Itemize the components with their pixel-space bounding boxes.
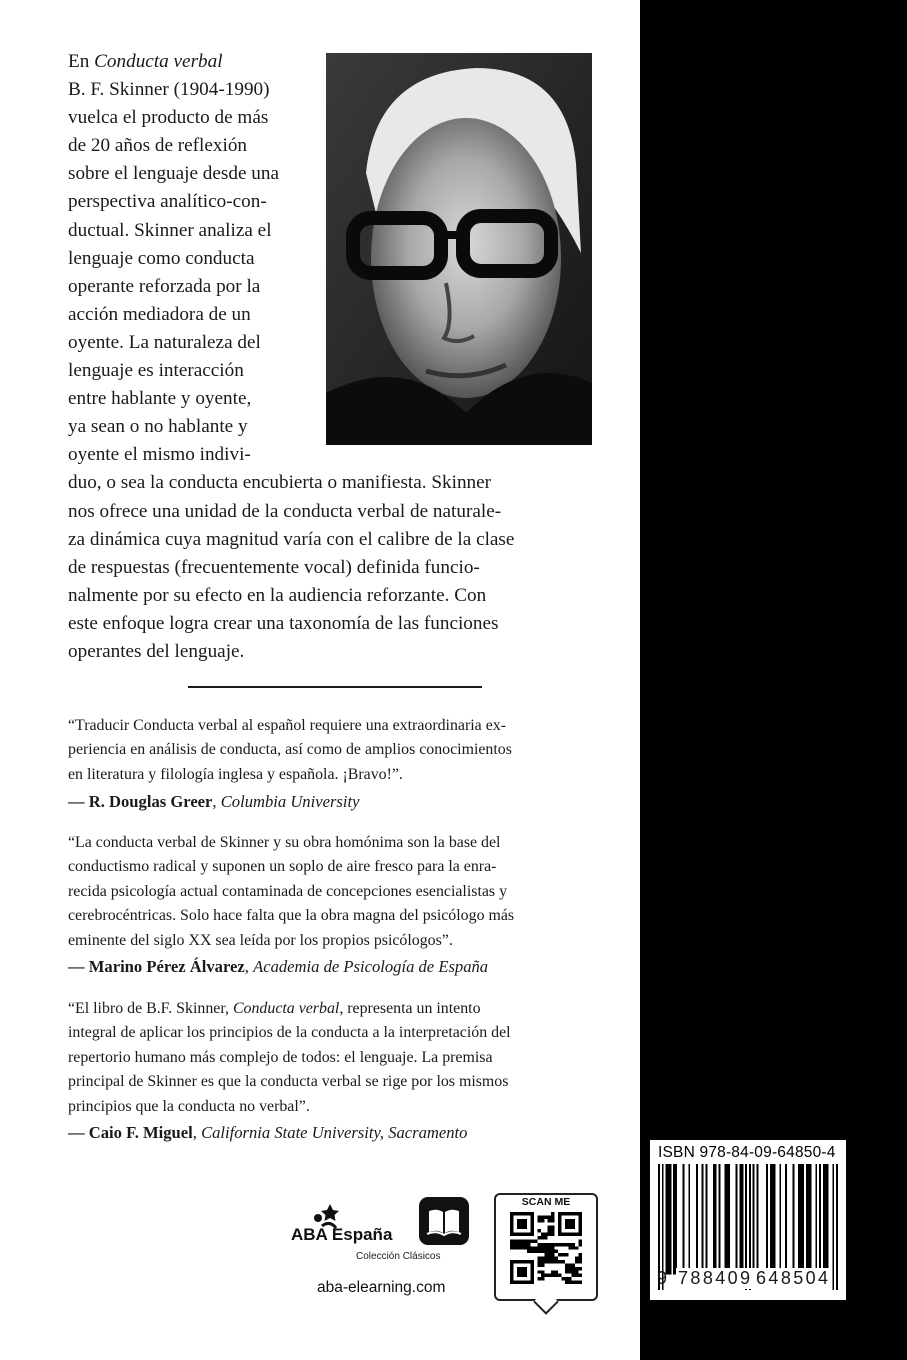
website-url[interactable]: aba-elearning.com xyxy=(317,1279,446,1296)
barcode-bar xyxy=(802,1164,804,1275)
qr-label: SCAN ME xyxy=(521,1196,571,1208)
testimonial-affiliation: California State University, Sacramento xyxy=(201,1123,468,1142)
text-line: lenguaje como conducta xyxy=(68,247,255,269)
barcode-bar xyxy=(739,1164,741,1275)
text-line: entre hablante y oyente, xyxy=(68,388,252,410)
text-line: “La conducta verbal de Skinner y su obra homónima son la base del xyxy=(68,834,501,851)
testimonial-quote xyxy=(68,714,588,787)
barcode-bar xyxy=(724,1164,726,1275)
text-line: principal de Skinner es que la conducta verbal se rige por los mismos xyxy=(68,1073,509,1091)
text-line: oyente el mismo indivi- xyxy=(68,444,251,466)
testimonial-attribution: — Caio F. Miguel, California State University, Sacramento xyxy=(68,1123,468,1142)
text-line: de 20 años de reflexión xyxy=(68,135,248,157)
text-line: lenguaje es interacción xyxy=(68,360,244,382)
text-line: “Traducir Conducta verbal al español requiere una extraordinaria ex- xyxy=(68,717,506,734)
section-divider xyxy=(188,686,482,688)
testimonial-author: — R. Douglas Greer xyxy=(68,792,213,811)
text-line: operantes del lenguaje. xyxy=(68,640,245,662)
barcode-bar xyxy=(770,1164,772,1275)
qr-notch xyxy=(533,1289,558,1314)
barcode-bar xyxy=(666,1164,668,1275)
barcode-panel xyxy=(650,1140,846,1300)
barcode-bar xyxy=(819,1164,821,1275)
ean-first-digit: 9 xyxy=(657,1268,668,1288)
text-line: en literatura y filología inglesa y española. ¡Bravo!”. xyxy=(68,765,403,783)
barcode-bar xyxy=(667,1164,669,1275)
text-line: cerebrocéntricas. Solo hace falta que la obra magna del psicólogo más xyxy=(68,907,515,925)
barcode-bar xyxy=(798,1164,800,1275)
barcode-bar xyxy=(719,1164,721,1275)
text-line: vuelca el producto de más xyxy=(68,107,269,129)
text-line: este enfoque logra crear una taxonomía de las funciones xyxy=(68,612,499,634)
ean-left-digits: 788409 xyxy=(678,1268,753,1288)
text-line: operante reforzada por la xyxy=(68,275,261,297)
barcode-bar xyxy=(736,1164,738,1275)
qr-frame[interactable] xyxy=(494,1193,598,1301)
barcode-bar xyxy=(675,1164,677,1275)
testimonial-affiliation: Columbia University xyxy=(220,792,360,811)
testimonial-attribution: — Marino Pérez Álvarez, Academia de Psicología de España xyxy=(68,957,489,976)
barcode-bar xyxy=(806,1164,808,1275)
barcode-bar xyxy=(823,1164,825,1275)
barcode-bar xyxy=(825,1164,827,1275)
barcode-bar xyxy=(688,1164,690,1275)
text-line: principios que la conducta no verbal”. xyxy=(68,1097,310,1115)
text-line: “El libro de B.F. Skinner, Conducta verbal, representa un intento xyxy=(68,1000,481,1017)
qr-code[interactable] xyxy=(510,1212,582,1284)
text-line: ya sean o no hablante y xyxy=(68,416,248,438)
barcode-bar xyxy=(702,1164,704,1275)
text-line: nalmente por su efecto en la audiencia reforzante. Con xyxy=(68,584,487,606)
text-line: nos ofrece una unidad de la conducta verbal de naturale- xyxy=(68,500,502,522)
text-line: duo, o sea la conducta encubierta o manifiesta. Skinner xyxy=(68,472,492,494)
logo-name: ABA España xyxy=(291,1225,393,1244)
barcode-bar xyxy=(827,1164,829,1275)
text-line: En Conducta verbal xyxy=(68,51,223,72)
barcode-bar xyxy=(705,1164,707,1275)
barcode-bar xyxy=(683,1164,685,1275)
testimonial-author: — Marino Pérez Álvarez xyxy=(68,957,245,976)
ean-right-digits: 648504 xyxy=(756,1268,831,1288)
barcode-bar xyxy=(785,1164,787,1275)
barcode-bar xyxy=(669,1164,671,1275)
barcode-bar xyxy=(793,1164,795,1275)
testimonial-quote xyxy=(68,831,588,953)
isbn-text: ISBN 978-84-09-64850-4 xyxy=(658,1144,836,1161)
testimonial-attribution: — R. Douglas Greer, Columbia University xyxy=(68,792,360,811)
barcode-bar xyxy=(741,1164,743,1275)
barcode-bar xyxy=(713,1164,715,1275)
text-line: integral de aplicar los principios de la conducta a la interpretación del xyxy=(68,1024,511,1042)
barcode-bar xyxy=(800,1164,802,1275)
text-line: conductismo radical y suponen un soplo de aire fresco para la enra- xyxy=(68,858,497,876)
text-line: B. F. Skinner (1904-1990) xyxy=(68,79,270,101)
barcode-bar xyxy=(757,1164,759,1275)
text-line: periencia en análisis de conducta, así como de amplios conocimientos xyxy=(68,741,512,759)
text-line: oyente. La naturaleza del xyxy=(68,331,261,353)
text-line: acción mediadora de un xyxy=(68,303,251,325)
barcode-bar xyxy=(772,1164,774,1275)
barcode-bar xyxy=(832,1164,834,1290)
text-line: sobre el lenguaje desde una xyxy=(68,163,279,185)
barcode-bar xyxy=(726,1164,728,1275)
barcode-bar xyxy=(836,1164,838,1290)
open-book-icon xyxy=(419,1197,469,1245)
barcode-bar xyxy=(673,1164,675,1275)
barcode-bar xyxy=(766,1164,768,1275)
barcode-bar xyxy=(808,1164,810,1275)
testimonial-affiliation: Academia de Psicología de España xyxy=(253,957,489,976)
text-line: perspectiva analítico-con- xyxy=(68,191,267,213)
description-text xyxy=(68,48,608,666)
barcode-bar xyxy=(779,1164,781,1275)
barcode-bar xyxy=(815,1164,817,1275)
barcode-bar xyxy=(810,1164,812,1275)
barcode-bar xyxy=(728,1164,730,1275)
text-line: repertorio humano más complejo de todos: el lenguaje. La premisa xyxy=(68,1048,493,1066)
testimonial-author: — Caio F. Miguel xyxy=(68,1123,193,1142)
text-line: recida psicología actual contaminada de concepciones esencialistas y xyxy=(68,882,508,900)
barcode-bar xyxy=(715,1164,717,1275)
barcode-bar xyxy=(774,1164,776,1275)
barcode-bar xyxy=(753,1164,755,1275)
barcode-bar xyxy=(696,1164,698,1275)
logo-subtitle: Colección Clásicos xyxy=(356,1251,441,1262)
text-line: za dinámica cuya magnitud varía con el calibre de la clase xyxy=(68,528,515,550)
text-line: eminente del siglo XX sea leída por los propios psicólogos”. xyxy=(68,931,453,949)
text-line: ductual. Skinner analiza el xyxy=(68,219,272,241)
testimonial-quote xyxy=(68,997,588,1119)
text-line: de respuestas (frecuentemente vocal) definida funcio- xyxy=(68,556,480,578)
